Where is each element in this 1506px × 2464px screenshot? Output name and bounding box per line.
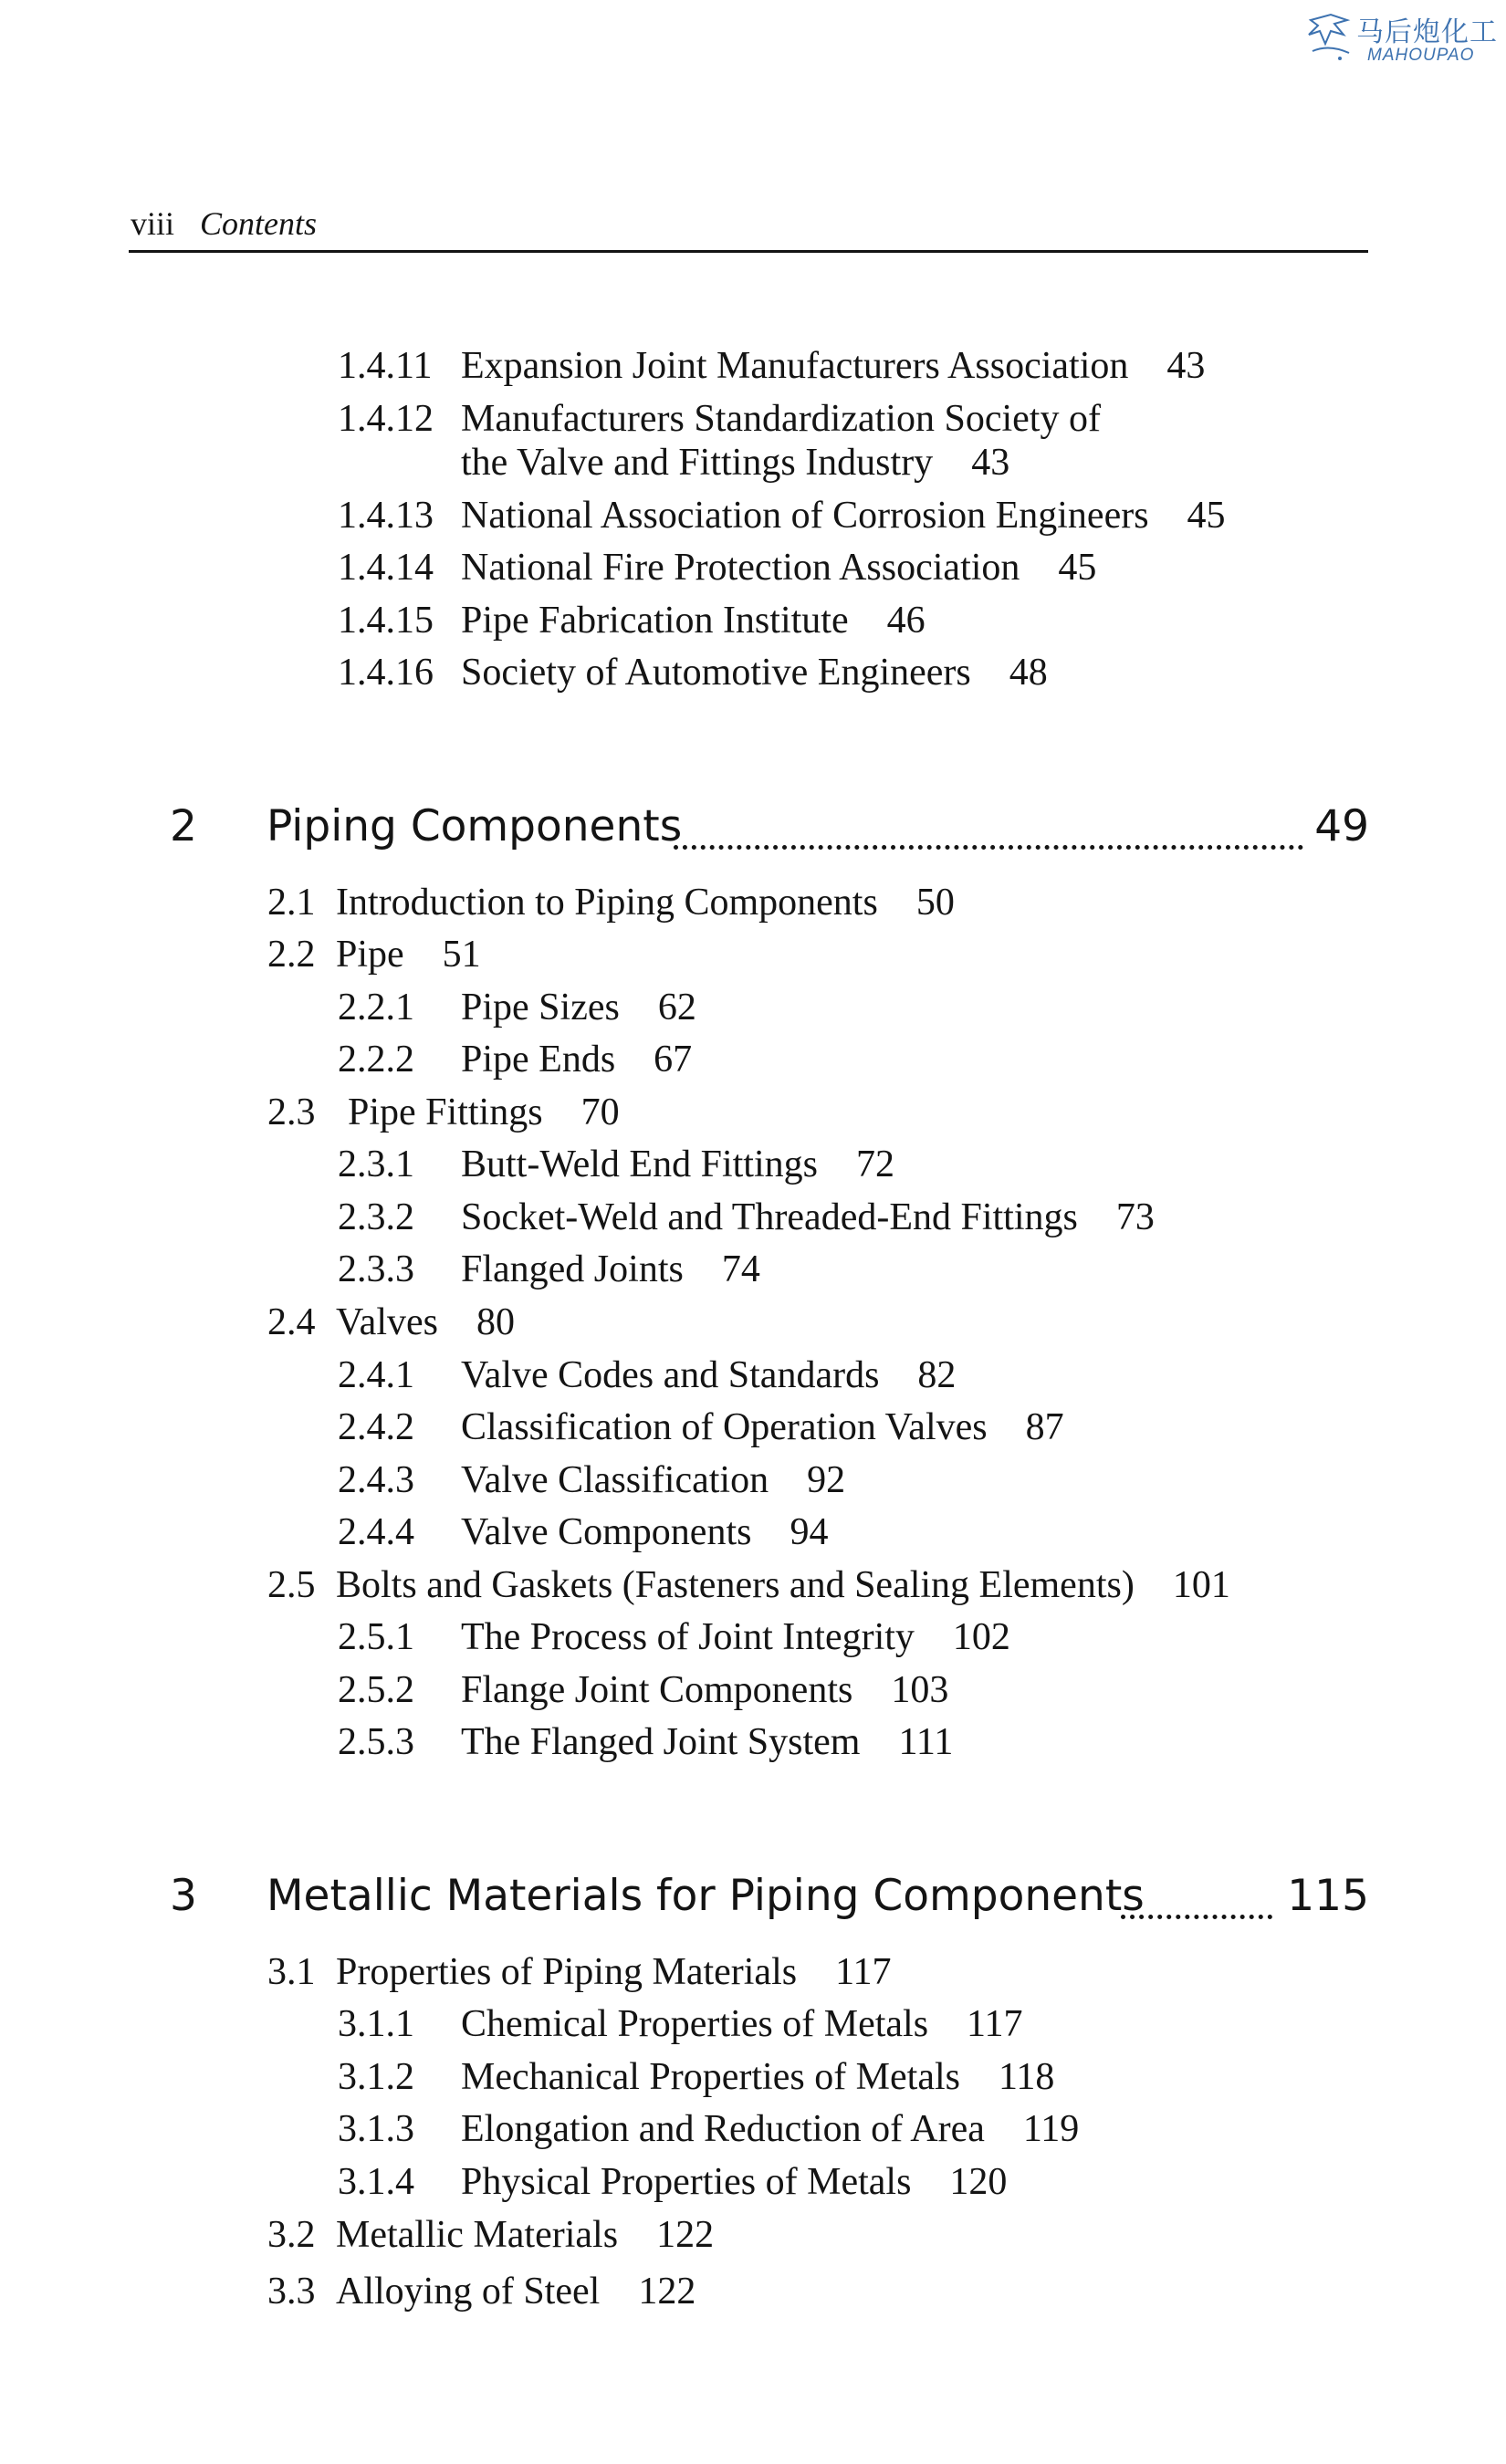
chapter-number: 2 [170,801,197,851]
toc-entry[interactable] [338,2110,1079,2148]
entry-page: 62 [657,987,696,1028]
entry-title: Metallic Materials [336,2214,619,2256]
toc-entry[interactable] [338,1145,894,1184]
toc-entry[interactable] [338,1356,956,1394]
entry-page: 122 [656,2214,715,2256]
entry-title: Pipe Fittings [348,1091,543,1133]
entry-number: 3.1.4 [338,2161,414,2203]
toc-entry[interactable] [267,935,481,974]
entry-number: 2.3.2 [338,1196,414,1238]
entry-title: Mechanical Properties of Metals [461,2056,960,2098]
entry-page: 102 [952,1616,1010,1658]
toc-entry[interactable] [338,1040,692,1079]
toc-entry-continuation[interactable] [461,444,1009,482]
entry-page: 120 [949,2161,1008,2203]
entry-title: Valve Components [461,1511,752,1553]
entry-page: 45 [1058,547,1097,589]
entry-title: Properties of Piping Materials [336,1951,798,1993]
toc-entry[interactable] [267,1953,892,1991]
entry-page: 118 [998,2056,1055,2098]
chapter-heading[interactable] [0,1871,1369,1926]
entry-number: 2.5 [267,1564,316,1606]
entry-page: 119 [1022,2108,1080,2150]
entry-title: Valves [336,1301,438,1343]
chapter-title: Metallic Materials for Piping Components [267,1871,1145,1921]
entry-page: 46 [886,600,926,642]
entry-number: 2.3.1 [338,1143,414,1185]
toc-entry[interactable] [338,1198,1155,1237]
dot-leader [674,840,1303,850]
entry-page: 45 [1187,495,1226,537]
entry-title: Flanged Joints [461,1248,684,1290]
entry-number: 1.4.15 [338,600,434,642]
toc-entry[interactable] [338,496,1226,535]
entry-number: 2.3.3 [338,1248,414,1290]
entry-page: 50 [915,882,955,924]
toc-entry[interactable] [338,548,1096,587]
dot-leader [1121,1909,1272,1919]
toc-entry[interactable] [338,347,1205,385]
entry-page: 70 [580,1091,620,1133]
entry-number: 2.4.2 [338,1406,414,1448]
entry-page: 48 [1009,652,1048,694]
running-head [131,204,317,243]
entry-title: Society of Automotive Engineers [461,652,971,694]
entry-title: National Association of Corrosion Engineers [461,495,1149,537]
entry-number: 2.3 [267,1091,316,1133]
toc-entry[interactable] [267,1303,515,1342]
entry-title: Chemical Properties of Metals [461,2003,929,2045]
entry-page: 51 [442,934,481,976]
entry-title: Bolts and Gaskets (Fasteners and Sealing Elements) [336,1564,1135,1606]
entry-number: 3.1.1 [338,2003,414,2045]
entry-number: 2.2 [267,934,316,976]
entry-page: 101 [1172,1564,1230,1606]
entry-page: 122 [638,2271,696,2313]
entry-title: The Process of Joint Integrity [461,1616,915,1658]
entry-number: 2.4.1 [338,1354,414,1396]
chapter-number: 3 [170,1871,197,1921]
toc-entry[interactable] [267,883,955,922]
entry-title: Socket-Weld and Threaded-End Fittings [461,1196,1078,1238]
entry-page: 117 [835,1951,892,1993]
entry-page: 117 [967,2003,1023,2045]
toc-entry[interactable] [267,1566,1230,1604]
header-rule [129,250,1368,253]
entry-number: 2.4.4 [338,1511,414,1553]
page-folio: viii [131,205,175,242]
entry-page: 74 [721,1248,760,1290]
bird-logo-icon [1303,7,1354,66]
chapter-page: 49 [1314,801,1369,851]
entry-number: 3.1 [267,1951,316,1993]
entry-number: 3.2 [267,2214,316,2256]
entry-number: 2.5.3 [338,1721,414,1763]
entry-title: Pipe Ends [461,1039,616,1081]
chapter-heading[interactable] [0,801,1369,856]
toc-entry[interactable] [267,1093,620,1132]
entry-number: 1.4.13 [338,495,434,537]
entry-title: The Flanged Joint System [461,1721,861,1763]
entry-title-continuation: the Valve and Fittings Industry [461,442,934,484]
entry-page: 87 [1025,1406,1064,1448]
entry-title: National Fire Protection Association [461,547,1020,589]
entry-number: 2.2.2 [338,1039,414,1081]
toc-entry[interactable] [338,1513,828,1551]
entry-title: Valve Classification [461,1459,769,1501]
entry-number: 2.5.2 [338,1669,414,1711]
entry-title: Physical Properties of Metals [461,2161,912,2203]
entry-number: 3.1.2 [338,2056,414,2098]
entry-page: 73 [1115,1196,1155,1238]
toc-entry[interactable] [267,2272,695,2311]
watermark-latin-text: MAHOUPAO [1367,46,1475,65]
entry-page: 111 [898,1721,954,1763]
entry-title: Flange Joint Components [461,1669,853,1711]
toc-entry[interactable] [338,1461,845,1499]
toc-entry[interactable] [338,400,1101,438]
toc-entry[interactable] [338,1618,1010,1656]
entry-page: 43 [971,442,1010,484]
entry-number: 2.4.3 [338,1459,414,1501]
toc-entry[interactable] [338,1408,1064,1446]
toc-entry[interactable] [338,988,696,1027]
entry-title: Introduction to Piping Components [336,882,878,924]
toc-entry[interactable] [338,1723,953,1761]
entry-title: Pipe [336,934,404,976]
entry-title: Pipe Fabrication Institute [461,600,849,642]
entry-title: Butt-Weld End Fittings [461,1143,818,1185]
toc-entry[interactable] [338,601,926,640]
toc-entry[interactable] [338,2163,1007,2201]
entry-title: Classification of Operation Valves [461,1406,988,1448]
entry-page: 94 [790,1511,829,1553]
toc-entry[interactable] [338,2005,1023,2043]
entry-number: 1.4.16 [338,652,434,694]
entry-page: 67 [654,1039,693,1081]
entry-title: Manufacturers Standardization Society of [461,398,1101,440]
entry-number: 2.1 [267,882,316,924]
toc-entry[interactable] [338,653,1048,692]
entry-number: 2.4 [267,1301,316,1343]
entry-number: 2.5.1 [338,1616,414,1658]
entry-page: 82 [917,1354,957,1396]
entry-number: 3.3 [267,2271,316,2313]
entry-title: Expansion Joint Manufacturers Association [461,345,1129,387]
entry-page: 72 [855,1143,894,1185]
running-head-title: Contents [200,205,318,242]
toc-entry[interactable] [338,1671,948,1709]
entry-page: 43 [1166,345,1206,387]
entry-number: 1.4.14 [338,547,434,589]
entry-number: 3.1.3 [338,2108,414,2150]
entry-title: Pipe Sizes [461,987,620,1028]
chapter-title: Piping Components [267,801,683,851]
chapter-page: 115 [1287,1871,1369,1921]
entry-page: 92 [807,1459,846,1501]
watermark-chinese-text: 马后炮化工 [1356,16,1498,48]
entry-title: Valve Codes and Standards [461,1354,880,1396]
entry-title: Elongation and Reduction of Area [461,2108,985,2150]
entry-page: 80 [476,1301,515,1343]
entry-number: 1.4.11 [338,345,433,387]
entry-number: 2.2.1 [338,987,414,1028]
toc-entry[interactable] [338,1250,760,1289]
entry-page: 103 [891,1669,949,1711]
toc-entry[interactable] [267,2216,714,2254]
toc-entry[interactable] [338,2058,1054,2096]
entry-number: 1.4.12 [338,398,434,440]
watermark-logo [1303,7,1506,71]
entry-title: Alloying of Steel [336,2271,601,2313]
